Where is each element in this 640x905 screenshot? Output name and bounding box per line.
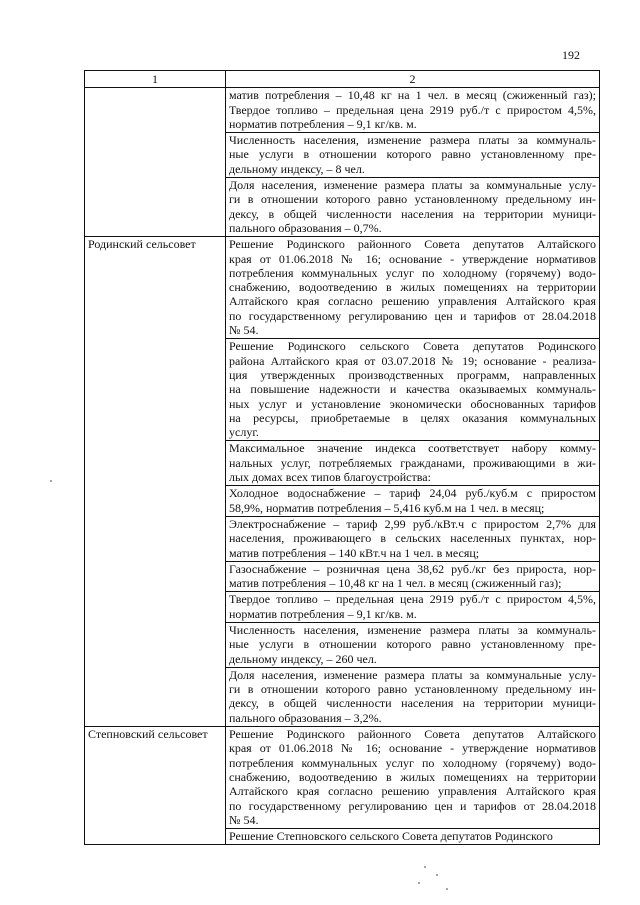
page-number: 192 [562,48,580,62]
paragraph [226,562,599,593]
column-header-2: 2 [226,71,600,88]
text-line: 58,9%, норматив потребления – 5,416 куб.м на 1 чел. в месяц; [229,500,545,515]
municipality-name [85,237,226,727]
text-line: снабжению, водоотведению в жилых помещениях на территории [229,280,596,295]
paragraph [226,486,599,517]
scan-speck [446,888,448,890]
paragraph [226,88,599,133]
text-line: Холодное водоснабжение – тариф 24,04 руб./куб.м с приростом [229,486,596,501]
text-line: норматив потребления – 9,1 кг/кв. м. [229,116,417,131]
text-line: Решение Родинского районного Совета депутатов Алтайского [229,727,596,742]
paragraph [226,441,599,486]
municipality-name [85,88,226,237]
paragraph [226,829,599,844]
description-cell [226,727,600,845]
municipality-name-text: Родинский сельсовет [88,237,196,252]
text-line: потребления коммунальных услуг по холодному (горячему) водо- [229,265,596,280]
text-line: ные услуги в отношении которого равно установленному пре- [229,637,596,652]
text-line: Твердое топливо – предельная цена 2919 руб./т с приростом 4,5%, [229,592,596,607]
text-line: района Алтайского края от 03.07.2018 № 19; основание - реализа- [229,353,596,368]
text-line: услуг. [229,425,259,440]
text-line: Твердое топливо – предельная цена 2919 руб./т с приростом 4,5%, [229,102,596,117]
paragraph [226,178,599,236]
description-cell [226,88,600,237]
text-line: ги в отношении которого равно установленному предельному ин- [229,192,596,207]
scan-speck [50,480,52,482]
text-line: ные услуги в отношении которого равно установленному пре- [229,147,596,162]
text-line: края от 01.06.2018 № 16; основание - утверждение нормативов [229,251,596,266]
paragraph [226,237,599,339]
text-line: дельному индексу, – 8 чел. [229,161,365,176]
text-line: ция утвержденных производственных программ, направленных [229,367,596,382]
text-line: на повышение надежности и качества оказываемых коммуналь- [229,382,596,397]
text-line: Решение Родинского районного Совета депутатов Алтайского [229,237,596,252]
paragraph [226,339,599,441]
scan-speck [418,882,420,884]
paragraph [226,623,599,668]
table-header-row [85,71,600,88]
text-line: ги в отношении которого равно установленному предельному ин- [229,682,596,697]
text-line: Газоснабжение – розничная цена 38,62 руб./кг без прироста, нор- [229,561,596,576]
text-line: норматив потребления – 9,1 кг/кв. м. [229,606,417,621]
text-line: потребления коммунальных услуг по холодному (горячему) водо- [229,755,596,770]
text-line: Численность населения, изменение размера платы за коммуналь- [229,133,596,148]
paragraph [226,133,599,178]
text-line: Алтайского края согласно решению управления Алтайского края [229,784,596,799]
description-cell [226,237,600,727]
text-line: № 54. [229,812,259,827]
text-line: пального образования – 0,7%. [229,220,382,235]
text-line: лых домах всех типов благоустройства: [229,470,431,485]
table-row [85,88,600,237]
table-row [85,727,600,845]
main-table [84,70,600,845]
table-row [85,237,600,727]
paragraph [226,517,599,562]
text-line: Доля населения, изменение размера платы за коммунальные услу- [229,667,596,682]
text-line: матив потребления – 10,48 кг на 1 чел. в месяц (сжиженный газ); [229,88,596,103]
text-line: матив потребления – 10,48 кг на 1 чел. в месяц (сжиженный газ); [229,576,562,591]
text-line: Доля населения, изменение размера платы за коммунальные услу- [229,178,596,193]
column-header-1: 1 [85,71,226,88]
text-line: Электроснабжение – тариф 2,99 руб./кВт.ч с приростом 2,7% для [229,516,596,531]
text-line: дельному индексу, – 260 чел. [229,651,377,666]
text-line: Алтайского края согласно решению управления Алтайского края [229,294,596,309]
scan-speck [424,866,426,868]
text-line: населения, проживающего в сельских населенных пунктах, нор- [229,531,596,546]
municipality-name [85,727,226,845]
text-line: по государственному регулированию цен и тарифов от 28.04.2018 [229,798,596,813]
text-line: дексу, в общей численности населения на территории муници- [229,206,596,221]
scan-speck [436,874,438,876]
text-line: Максимальное значение индекса соответствует набору комму- [229,441,596,456]
text-line: по государственному регулированию цен и тарифов от 28.04.2018 [229,308,596,323]
paragraph [226,668,599,726]
paragraph [226,727,599,829]
text-line: Численность населения, изменение размера платы за коммуналь- [229,622,596,637]
paragraph [226,592,599,623]
municipality-name-text: Степновский сельсовет [88,727,208,742]
text-line: снабжению, водоотведению в жилых помещениях на территории [229,769,596,784]
text-line: дексу, в общей численности населения на территории муници- [229,696,596,711]
text-line: матив потребления – 140 кВт.ч на 1 чел. в месяц; [229,545,480,560]
text-line: пального образования – 3,2%. [229,710,382,725]
text-line: ных услуг и установление экономически обоснованных тарифов [229,396,596,411]
text-line: нальных услуг, потребляемых гражданами, проживающими в жи- [229,455,596,470]
text-line: на ресурсы, приобретаемые в целях оказания коммунальных [229,410,596,425]
text-line: Решение Родинского сельского Совета депутатов Родинского [229,339,596,354]
text-line: края от 01.06.2018 № 16; основание - утверждение нормативов [229,741,596,756]
text-line: № 54. [229,323,259,338]
text-line: Решение Степновского сельского Совета депутатов Родинского [229,829,553,844]
